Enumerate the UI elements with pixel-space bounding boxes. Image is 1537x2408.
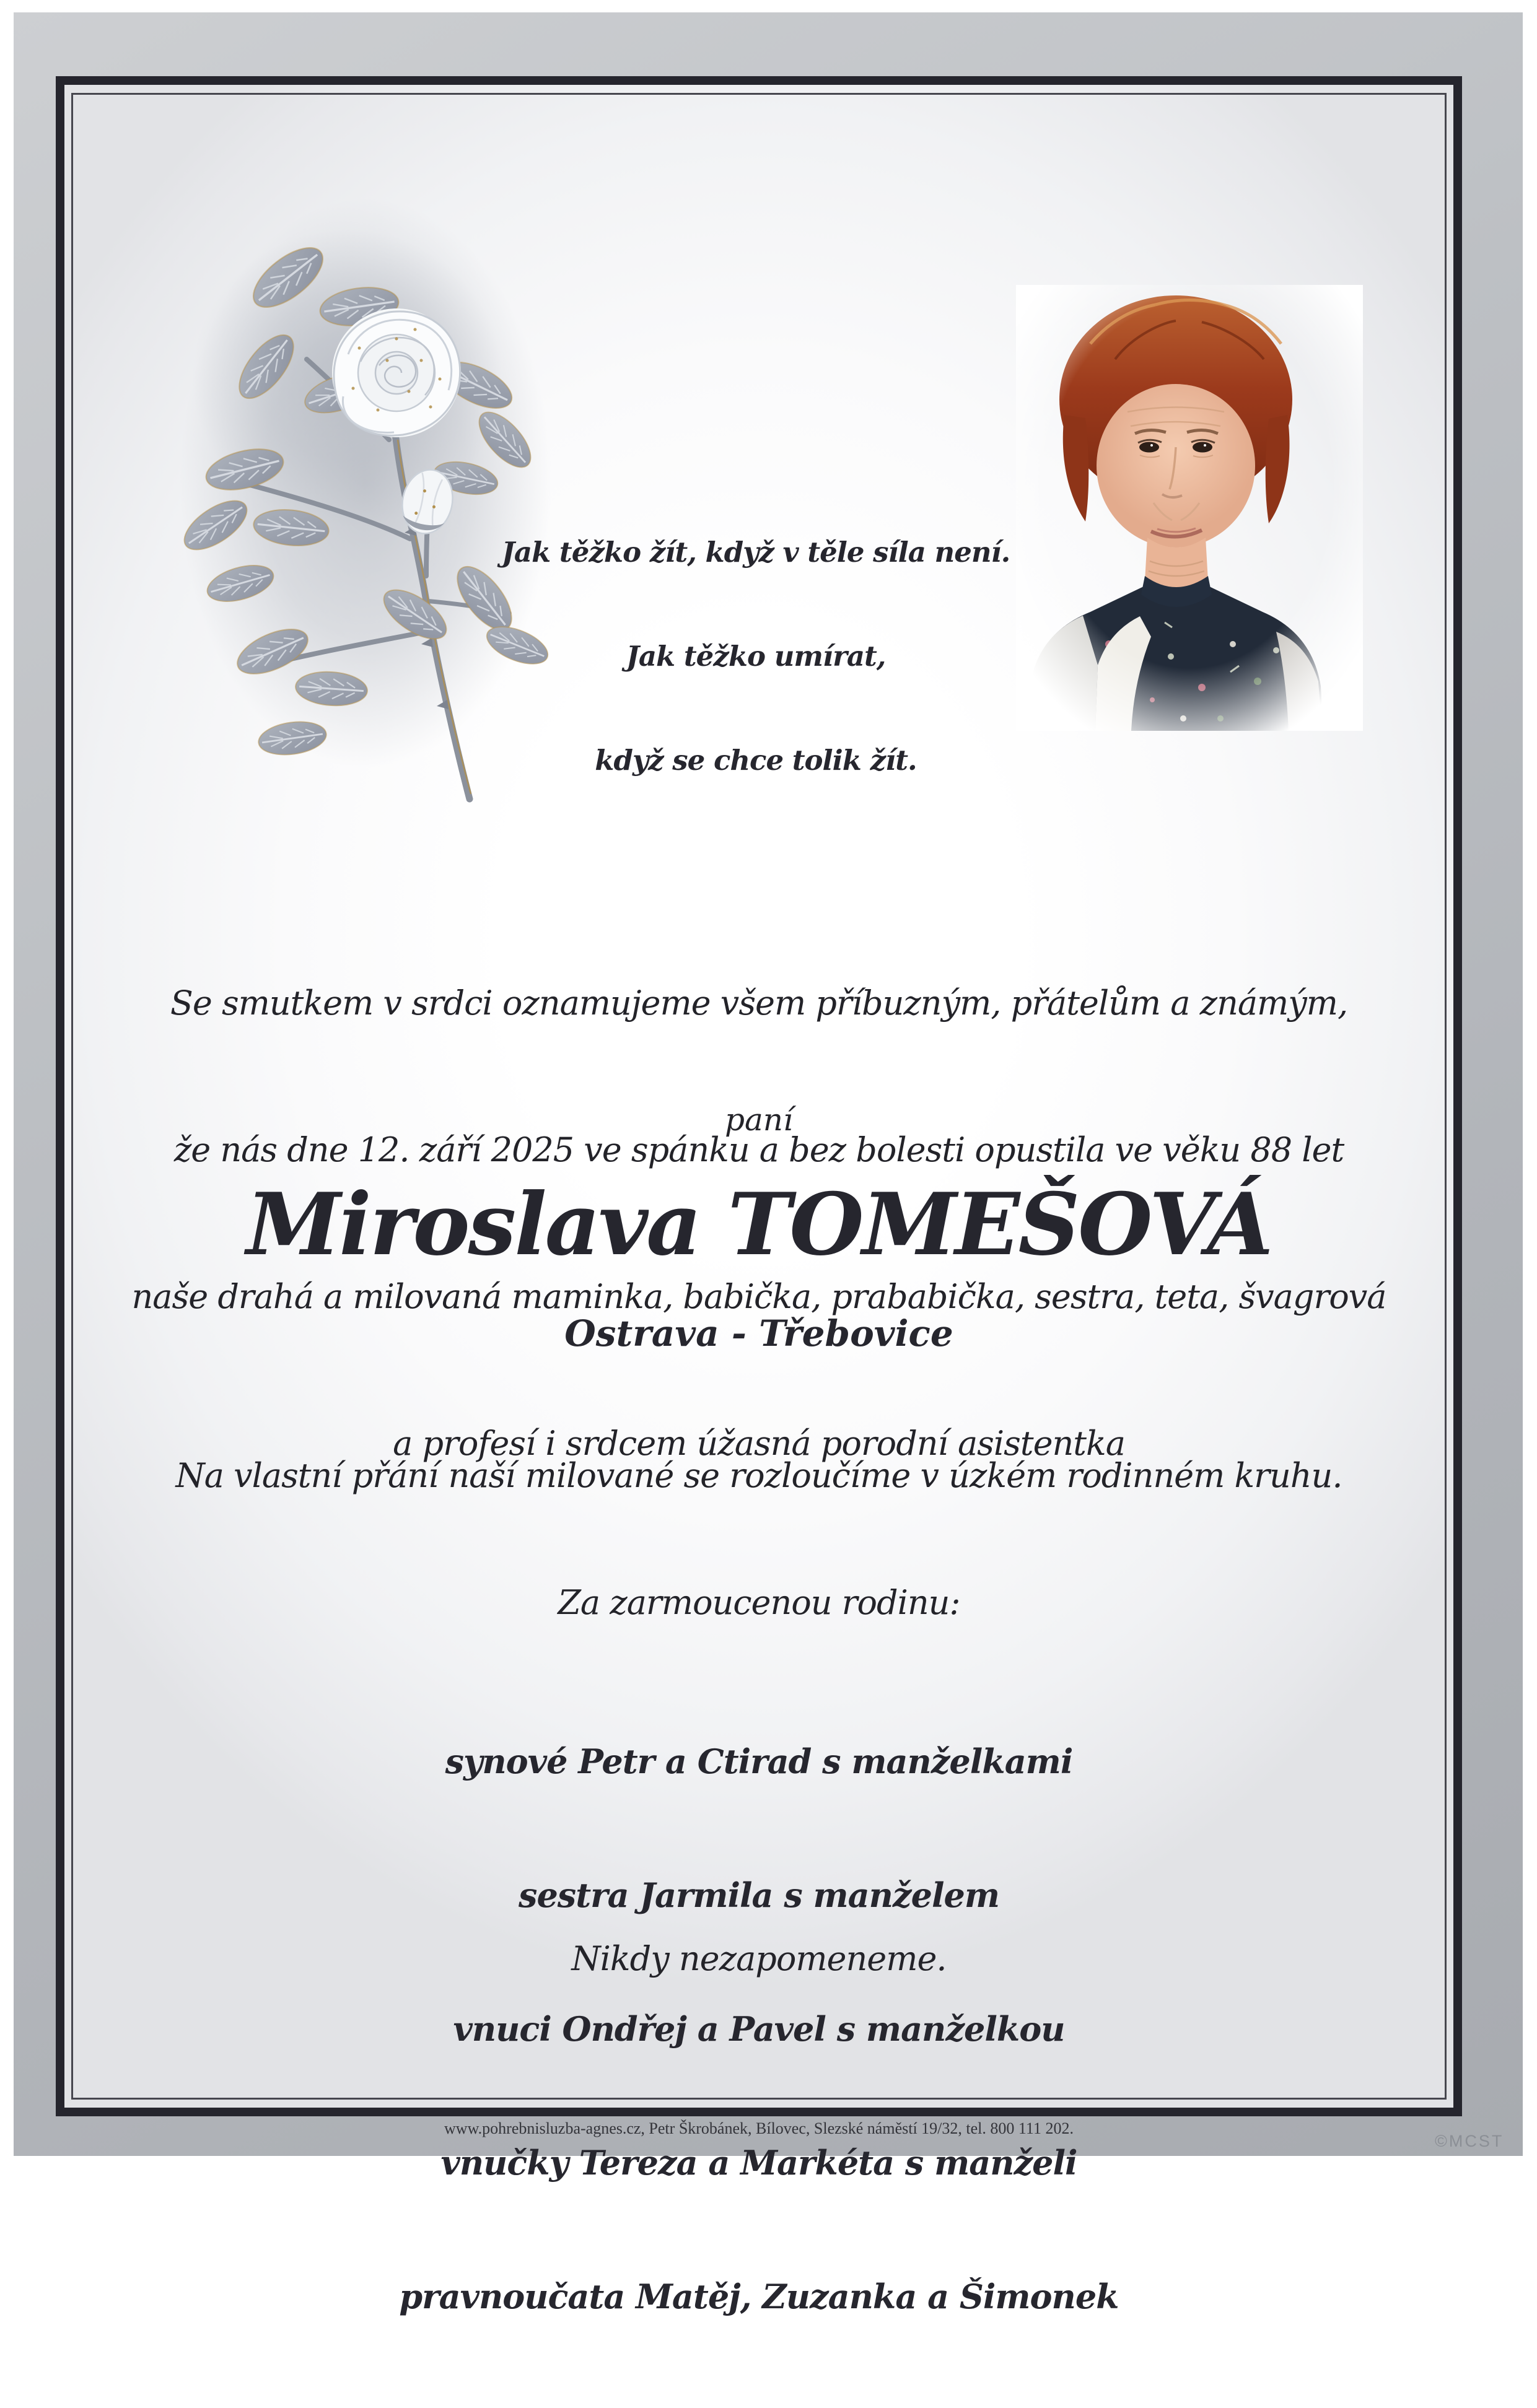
quote-line: Jak těžko umírat, (626, 640, 886, 673)
quote-line: když se chce tolik žít. (595, 744, 917, 777)
memorial-quote (384, 466, 1128, 847)
deceased-name: Miroslava TOMEŠOVÁ (246, 1174, 1272, 1275)
family-member-line: pravnoučata Matěj, Zuzanka a Šimonek (399, 2277, 1119, 2316)
funeral-service-footer: www.pohrebnisluzba-agnes.cz, Petr Škrobánek, Bílovec, Slezské náměstí 19/32, tel. 800 111 202. (444, 2119, 1074, 2137)
family-heading: Za zarmoucenou rodinu: (558, 1583, 960, 1622)
family-member-line: sestra Jarmila s manželem (519, 1875, 999, 1915)
announcement-line: že nás dne 12. září 2025 ve spánku a bez bolesti opustila ve věku 88 let (173, 1130, 1344, 1169)
family-member-line: vnučky Tereza a Markéta s manželi (440, 2143, 1077, 2183)
announcement-line: naše drahá a milovaná maminka, babička, prababička, sestra, teta, švagrová (131, 1277, 1386, 1316)
family-member-line: synové Petr a Ctirad s manželkami (445, 1742, 1073, 1781)
family-member-line: vnuci Ondřej a Pavel s manželkou (453, 2009, 1065, 2049)
family-list (64, 1650, 1453, 2408)
residence: Ostrava - Třebovice (564, 1312, 953, 1354)
quote-line: Jak těžko žít, když v těle síla není. (501, 536, 1010, 569)
announcement-line: Se smutkem v srdci oznamujeme všem příbuzným, přátelům a známým, (170, 984, 1348, 1023)
closing-line: Nikdy nezapomeneme. (571, 1939, 947, 1978)
printer-watermark: ©MCST (1435, 2132, 1504, 2150)
farewell-note: Na vlastní přání naší milované se rozloučíme v úzkém rodinném kruhu. (175, 1456, 1342, 1495)
honorific: paní (724, 1102, 793, 1138)
announcement-line: a profesí i srdcem úžasná porodní asistentka (393, 1424, 1125, 1463)
